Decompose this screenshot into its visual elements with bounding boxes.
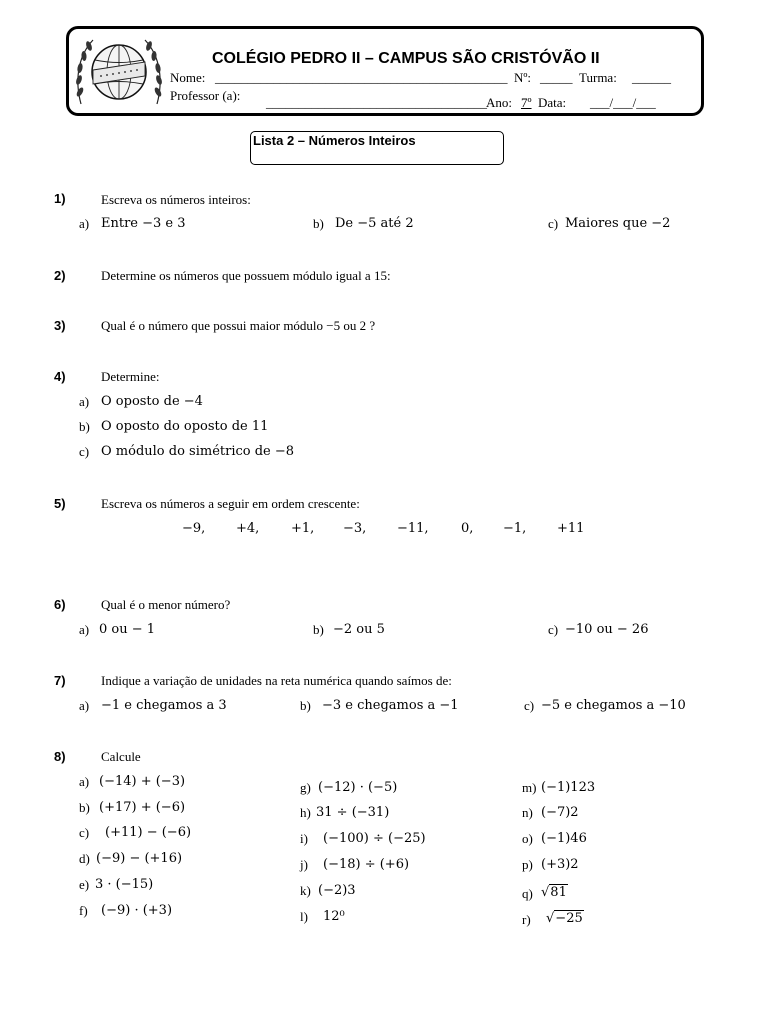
q4-b-label: b) <box>79 419 90 434</box>
q4-b-text: O oposto do oposto de 11 <box>101 419 269 434</box>
q8-item-label: c) <box>79 825 90 840</box>
q8-item-label: f) <box>79 903 88 918</box>
q8-item-label: d) <box>79 851 90 866</box>
q4-c-text: O módulo do simétrico de −8 <box>101 444 295 459</box>
q8-item-expression: (−1)46 <box>541 831 587 846</box>
q1-b-label: b) <box>313 216 324 231</box>
q8-item-expression: (−2)3 <box>318 883 356 898</box>
q7-a-text: −1 e chegamos a 3 <box>101 698 227 713</box>
q8-item-expression: (+17) + (−6) <box>99 800 186 815</box>
date-field[interactable]: ___/___/___ <box>590 95 656 110</box>
question-4-number: 4) <box>54 369 66 384</box>
q8-item-label: k) <box>300 883 311 898</box>
q6-b-label: b) <box>313 622 324 637</box>
q8-item-label: r) <box>522 912 531 927</box>
class-label: Turma: <box>579 70 617 85</box>
q6-c-text: −10 ou − 26 <box>565 622 649 637</box>
q8-item-label: b) <box>79 800 90 815</box>
q5-number-5: 0, <box>461 521 474 536</box>
q1-b-text: De −5 até 2 <box>335 216 414 231</box>
question-1-text: Escreva os números inteiros: <box>101 192 251 207</box>
name-label: Nome: <box>170 70 206 85</box>
q8-item-label: p) <box>522 857 533 872</box>
number-field[interactable]: _____ <box>540 70 573 85</box>
question-5-number: 5) <box>54 496 66 511</box>
q8-item-expression: (−9) − (+16) <box>96 851 183 866</box>
q8-item-label: o) <box>522 831 533 846</box>
q6-b-text: −2 ou 5 <box>333 622 385 637</box>
question-6-text: Qual é o menor número? <box>101 597 231 612</box>
q4-a-text: O oposto de −4 <box>101 394 203 409</box>
question-3-number: 3) <box>54 318 66 333</box>
q5-number-3: −3, <box>343 521 367 536</box>
question-7-text: Indique a variação de unidades na reta numérica quando saímos de: <box>101 673 452 688</box>
q8-item-expression: (−12) · (−5) <box>318 780 398 795</box>
q8-item-expression: (−7)2 <box>541 805 579 820</box>
q8-item-expression: (+3)2 <box>541 857 579 872</box>
q8-item-label: j) <box>300 857 308 872</box>
q4-c-label: c) <box>79 444 90 459</box>
name-field[interactable]: _____________________________________________ <box>215 70 508 85</box>
q8-item-label: i) <box>300 831 308 846</box>
q5-number-2: +1, <box>291 521 315 536</box>
radicand: −25 <box>555 911 583 926</box>
question-2-text: Determine os números que possuem módulo igual a 15: <box>101 268 391 283</box>
q8-item-label: a) <box>79 774 90 789</box>
square-root-expression <box>541 884 568 900</box>
q7-c-label: c) <box>524 698 535 713</box>
date-label: Data: <box>538 95 567 110</box>
q8-item-label: n) <box>522 805 533 820</box>
q8-item-label: l) <box>300 909 308 924</box>
q7-b-label: b) <box>300 698 311 713</box>
q1-a-label: a) <box>79 216 90 231</box>
radicand: 81 <box>550 885 567 900</box>
q5-number-4: −11, <box>397 521 429 536</box>
q8-item-expression: (−1)123 <box>541 780 596 795</box>
q8-item-label: g) <box>300 780 311 795</box>
question-4-text: Determine: <box>101 369 160 384</box>
teacher-field[interactable]: __________________________________ <box>266 95 487 110</box>
q8-item-label: q) <box>522 886 533 901</box>
q5-number-6: −1, <box>503 521 527 536</box>
year-value: 7º <box>521 95 532 110</box>
list-title: Lista 2 – Números Inteiros <box>253 133 416 148</box>
q8-item-expression: 31 ÷ (−31) <box>316 805 390 820</box>
question-8-text: Calcule <box>101 749 141 764</box>
q7-a-label: a) <box>79 698 90 713</box>
class-field[interactable]: ______ <box>632 70 671 85</box>
number-label: Nº: <box>514 70 532 85</box>
q8-item-label: h) <box>300 805 311 820</box>
q8-item-label: m) <box>522 780 537 795</box>
q8-item-label: e) <box>79 877 90 892</box>
square-root-expression <box>546 910 584 926</box>
q1-c-text: Maiores que −2 <box>565 216 671 231</box>
q8-item-expression: 3 · (−15) <box>95 877 154 892</box>
q8-item-expression: (−100) ÷ (−25) <box>323 831 426 846</box>
q5-number-0: −9, <box>182 521 206 536</box>
question-2-number: 2) <box>54 268 66 283</box>
question-8-number: 8) <box>54 749 66 764</box>
question-3-text: Qual é o número que possui maior módulo −5 ou 2 ? <box>101 318 376 333</box>
q6-a-text: 0 ou − 1 <box>99 622 156 637</box>
school-seal-logo <box>71 32 167 112</box>
q7-c-text: −5 e chegamos a −10 <box>541 698 686 713</box>
question-5-text: Escreva os números a seguir em ordem crescente: <box>101 496 360 511</box>
year-label: Ano: <box>486 95 512 110</box>
school-name: COLÉGIO PEDRO II – CAMPUS SÃO CRISTÓVÃO II <box>212 50 600 67</box>
q7-b-text: −3 e chegamos a −1 <box>322 698 459 713</box>
q4-a-label: a) <box>79 394 90 409</box>
q8-item-expression: (−14) + (−3) <box>99 774 186 789</box>
q6-c-label: c) <box>548 622 559 637</box>
question-6-number: 6) <box>54 597 66 612</box>
q1-c-label: c) <box>548 216 559 231</box>
radical-sign: √ <box>546 911 555 926</box>
q8-item-expression: (+11) − (−6) <box>105 825 192 840</box>
q5-number-7: +11 <box>557 521 585 536</box>
radical-sign: √ <box>541 885 550 900</box>
q8-item-expression: (−9) · (+3) <box>101 903 173 918</box>
q5-number-1: +4, <box>236 521 260 536</box>
question-7-number: 7) <box>54 673 66 688</box>
q6-a-label: a) <box>79 622 90 637</box>
q1-a-text: Entre −3 e 3 <box>101 216 186 231</box>
question-1-number: 1) <box>54 191 66 206</box>
q8-item-expression: (−18) ÷ (+6) <box>323 857 410 872</box>
teacher-label: Professor (a): <box>170 88 241 103</box>
q8-item-expression: 12⁰ <box>323 909 345 924</box>
